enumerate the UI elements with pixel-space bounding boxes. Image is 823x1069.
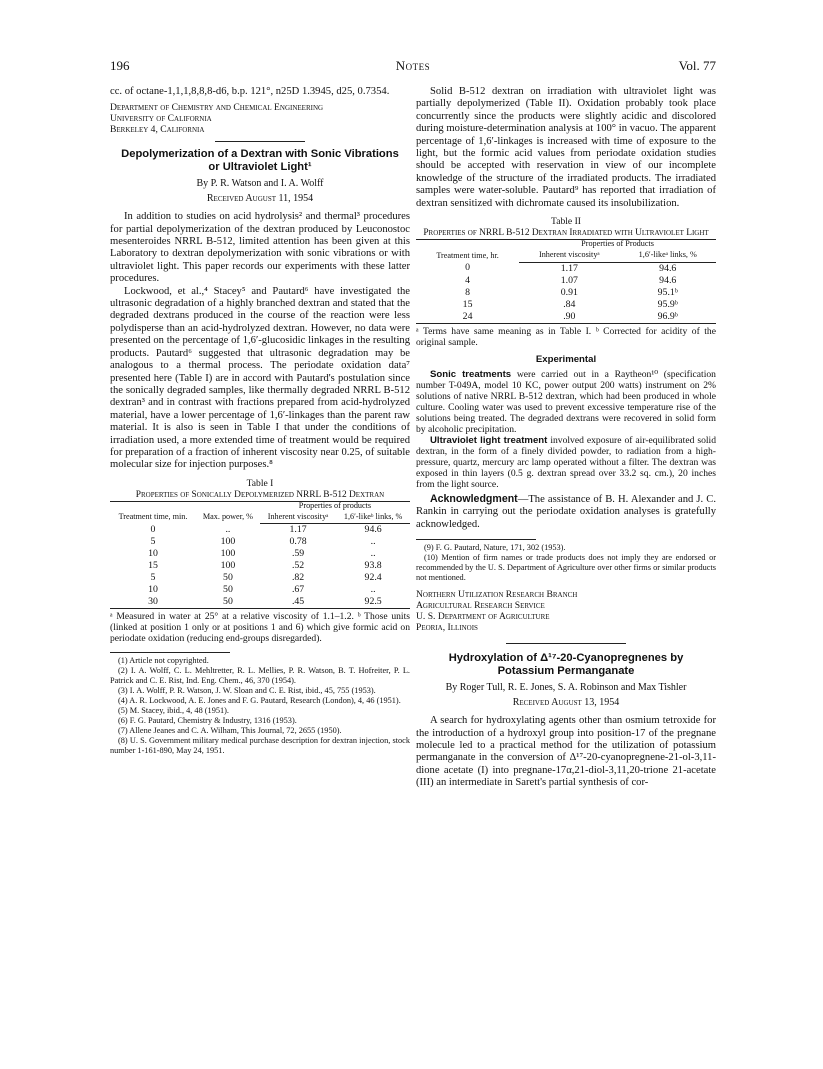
table-cell: 15: [148, 560, 158, 572]
footnote-divider: [110, 652, 230, 653]
table-cell: 94.6: [659, 262, 677, 274]
run-in-heading: Sonic treatments: [430, 369, 512, 381]
table-2: [416, 239, 716, 323]
table-cell: 100: [220, 548, 236, 560]
table-1: [110, 501, 410, 609]
paragraph: In addition to studies on acid hydrolysis² and thermal³ procedures for partial depolymerization of the dextran produced by Leuconostoc mesenteroides NRRL B-512, limited attention has been given at this Laboratory to dextran depolymerization with sonic vibrations or with ultraviolet light. This paper records our experiments with these latter procedures.: [110, 211, 410, 285]
byline: By Roger Tull, R. E. Jones, S. A. Robinson and Max Tishler: [445, 682, 687, 694]
footnote: (6) F. G. Pautard, Chemistry & Industry, 1316 (1953).: [118, 716, 297, 726]
footnote: (8) U. S. Government military medical purchase description for dextran injection, stock number 1-161-890, May 24, 1951.: [110, 736, 410, 756]
article-title: Depolymerization of a Dextran with Sonic Vibrations or Ultraviolet Light¹: [121, 148, 399, 174]
column-header: 1,6′-likeᵇ links, %: [336, 513, 410, 524]
table-row: [416, 287, 716, 299]
left-column: [110, 86, 410, 756]
column-header: Treatment time, min.: [110, 502, 196, 524]
affiliation-line: U. S. Department of Agriculture: [416, 611, 550, 623]
table-row: [110, 596, 410, 609]
affiliation-line: University of California: [110, 113, 212, 125]
table-row: [416, 311, 716, 324]
table-cell: 0.78: [289, 536, 307, 548]
affiliation-block: [416, 589, 716, 633]
table-cell: 10: [148, 584, 158, 596]
column-header: Treatment time, hr.: [416, 240, 519, 262]
table-cell: 24: [416, 311, 519, 324]
divider: [215, 141, 305, 142]
table-cell: 10: [148, 548, 158, 560]
table-cell: 94.6: [364, 524, 382, 536]
volume-label: Vol. 77: [678, 58, 716, 73]
table-cell: 5: [150, 536, 156, 548]
footnote: (9) F. G. Pautard, Nature, 171, 302 (1953).: [424, 543, 566, 553]
footnote: (7) Allene Jeanes and C. A. Wilham, This Journal, 72, 2655 (1950).: [118, 726, 342, 736]
footnote: (2) I. A. Wolff, C. L. Mehltretter, R. L. Mellies, P. R. Watson, B. T. Hofreiter, P. L. Patrick and C. E. Rist, Ind. Eng. Chem., 46, 370 (1954).: [110, 666, 410, 686]
paragraph-text: involved exposure of air-equilibrated solid dextran, in the form of a finely divided powder, to radiation from a high-pressure, quartz, mercury arc lamp operated without a filter. The dextran was exposed in thin layers (0.5 g. dextran spread over 33.2 sq. cm.), 20 inches from the light source.: [416, 435, 716, 491]
table-cell: .82: [291, 572, 305, 584]
affiliation-line: Agricultural Research Service: [416, 600, 545, 612]
column-group-header: Properties of products: [260, 502, 410, 513]
table-cell: 95.1ᵇ: [657, 286, 678, 298]
table-caption: Table II: [551, 216, 581, 228]
table-cell: 8: [465, 286, 471, 298]
footnote-divider: [416, 539, 536, 540]
paragraph: [416, 369, 716, 435]
table-cell: 0: [150, 524, 156, 536]
table-footnote: ᵃ Terms have same meaning as in Table I. ᵇ Corrected for acidity of the original sample.: [416, 325, 716, 348]
table-cell: ..: [370, 548, 376, 560]
table-cell: .84: [563, 298, 576, 310]
table-row: [110, 536, 410, 548]
table-caption: Table I: [246, 477, 274, 489]
table-cell: 50: [223, 584, 233, 596]
table-cell: 1.07: [560, 274, 578, 286]
table-footnote: ᵃ Measured in water at 25° at a relative viscosity of 1.1–1.2. ᵇ Those units (linked at position 1 only or at positions 1 and 6) which give formic acid on periodate oxidation (reducing end-groups disregarded).: [110, 611, 410, 645]
affiliation-line: Department of Chemistry and Chemical Engineering: [110, 102, 324, 114]
table-row: [110, 524, 410, 537]
table-cell: .90: [519, 311, 619, 324]
table-cell: 30: [110, 596, 196, 609]
paragraph: Solid B-512 dextran on irradiation with ultraviolet light was partially depolymerized (Table II). Oxidation probably took place concurrently since the products were slightly acidic and discolored during moisture-determination analysis at 100° in vacuo. The apparent percentage of 1,6′-linkages is increased with time of exposure to the light, but the formic acid values from periodate oxidation studies should be accepted with reservation in view of our incomplete knowledge of the structure of the irradiated products. The irradiated samples were water-soluble. Pautard⁹ has reported that irradiation of dextran sensitized with dichromate caused its insolubilization.: [416, 86, 716, 209]
affiliation-line: Peoria, Illinois: [416, 622, 478, 634]
table-cell: 5: [150, 572, 156, 584]
table-cell: 50: [196, 596, 260, 609]
right-column: [416, 86, 716, 790]
table-cell: ..: [225, 524, 231, 536]
table-cell: 100: [220, 536, 236, 548]
section-heading: Experimental: [535, 353, 597, 365]
table-row: [110, 548, 410, 560]
divider: [506, 643, 626, 644]
table-row: [416, 299, 716, 311]
table-cell: ..: [370, 584, 376, 596]
paragraph-text: were carried out in a Raytheon¹⁰ (specification number T-049A, model 10 KC, power output 200 watts) instrument on 2% solutions of native NRRL B-512 dextran, which had been produced in whole culture. Cooling water was used to prevent excessive temperature rise of the solutions being treated. The degraded dextrans were recovered in solid form by alcoholic precipitation.: [416, 369, 716, 436]
footnote: (4) A. R. Lockwood, A. E. Jones and F. G. Pautard, Research (London), 4, 46 (1951).: [118, 696, 401, 706]
footnote: (5) M. Stacey, ibid., 4, 48 (1951).: [118, 706, 229, 716]
table-cell: 1.17: [289, 524, 307, 536]
table-cell: .59: [291, 548, 305, 560]
paragraph: Lockwood, et al.,⁴ Stacey⁵ and Pautard⁶ have investigated the ultrasonic degradation of a highly branched dextran and stated that the degraded dextrans produced in the course of the reaction were less polydisperse than an acid-hydrolyzed dextran. However, no data were presented on the percentage of 1,6′-glucosidic linkages in the resulting products. Pautard⁶ suggested that ultrasonic degradation may be analogous to a thermal process. The periodate oxidation data⁷ presented here (Table I) are in accord with Pautard's postulation since the sonically degraded samples, like thermally degraded NRRL B-512 dextran³ and in contrast with fractions prepared from acid-hydrolyzed material, have a lower percentage of 1,6′-linkages than the parent raw material. It is also is seen in Table I that under the conditions of irradiation used, a more extended time of treatment would be required for preparation of a fraction of inherent viscosity near 0.25, of suitable molecular size for injection purposes.⁸: [110, 285, 410, 471]
footnote: (10) Mention of firm names or trade products does not imply they are endorsed or recommended by the U. S. Department of Agriculture over other firms or similar products not mentioned.: [416, 553, 716, 583]
run-in-heading: Acknowledgment: [430, 493, 518, 506]
table-cell: .67: [291, 584, 305, 596]
table-cell: 4: [465, 274, 471, 286]
column-header: 1,6′-likeᵃ links, %: [620, 251, 716, 262]
table-cell: 95.9ᵇ: [657, 298, 678, 310]
footnote: (1) Article not copyrighted.: [118, 656, 209, 666]
byline: By P. R. Watson and I. A. Wolff: [196, 178, 324, 190]
table-cell: 94.6: [659, 274, 677, 286]
column-header: Inherent viscosityᵃ: [260, 513, 336, 524]
table-cell: .52: [291, 560, 305, 572]
paragraph: [416, 493, 716, 531]
footnote: (3) I. A. Wolff, P. R. Watson, J. W. Sloan and C. E. Rist, ibid., 45, 755 (1953).: [118, 686, 376, 696]
table-row: [416, 262, 716, 275]
table-title: Properties of NRRL B-512 Dextran Irradiated with Ultraviolet Light: [423, 228, 709, 239]
run-in-heading: Ultraviolet light treatment: [430, 435, 548, 447]
paragraph-text: —The assistance of B. H. Alexander and J. C. Rankin in carrying out the periodate oxidation analyses is gratefully acknowledged.: [416, 494, 716, 530]
running-title: Notes: [395, 58, 431, 73]
table-cell: 1.17: [560, 262, 578, 274]
carryover-text: cc. of octane-1,1,1,8,8,8-d6, b.p. 121°, n25D 1.3945, d25, 0.7354.: [110, 86, 390, 97]
received-date: Received August 13, 1954: [512, 696, 620, 708]
table-cell: 92.4: [364, 572, 382, 584]
table-cell: 0.91: [560, 286, 578, 298]
column-header: Max. power, %: [196, 502, 260, 524]
table-row: [416, 275, 716, 287]
table-cell: 15: [462, 298, 473, 310]
table-cell: 0: [465, 262, 471, 274]
table-cell: 100: [220, 560, 236, 572]
table-cell: 96.9ᵇ: [620, 311, 716, 324]
article-title: Hydroxylation of Δ¹⁷-20-Cyanopregnenes by Potassium Permanganate: [448, 652, 684, 678]
table-title: Properties of Sonically Depolymerized NRRL B-512 Dextran: [135, 490, 385, 501]
affiliation-line: Berkeley 4, California: [110, 124, 205, 136]
table-row: [110, 560, 410, 572]
table-row: [110, 584, 410, 596]
column-header: Inherent viscosityᵃ: [519, 251, 619, 262]
table-cell: .45: [260, 596, 336, 609]
received-date: Received August 11, 1954: [206, 192, 314, 204]
page-number: 196: [110, 58, 130, 73]
paragraph: [416, 435, 716, 490]
paragraph: A search for hydroxylating agents other than osmium tetroxide for the introduction of a hydroxyl group into position-17 of the pregnane molecule led to a practical method for the utilization of potassium permanganate in the conversion of Δ¹⁷-20-cyanopregnene-21-ol-3,11-dione acetate (I) into pregnane-17α,21-diol-3,11,20-trione 21-acetate (III) an intermediate in Sarett's partial synthesis of cor-: [416, 715, 716, 789]
affiliation-line: Northern Utilization Research Branch: [416, 589, 578, 601]
column-group-header: Properties of Products: [519, 240, 716, 251]
table-cell: ..: [370, 536, 376, 548]
table-cell: 92.5: [336, 596, 410, 609]
table-cell: 93.8: [364, 560, 382, 572]
table-row: [110, 572, 410, 584]
table-cell: 50: [223, 572, 233, 584]
affiliation-block: [110, 102, 410, 135]
